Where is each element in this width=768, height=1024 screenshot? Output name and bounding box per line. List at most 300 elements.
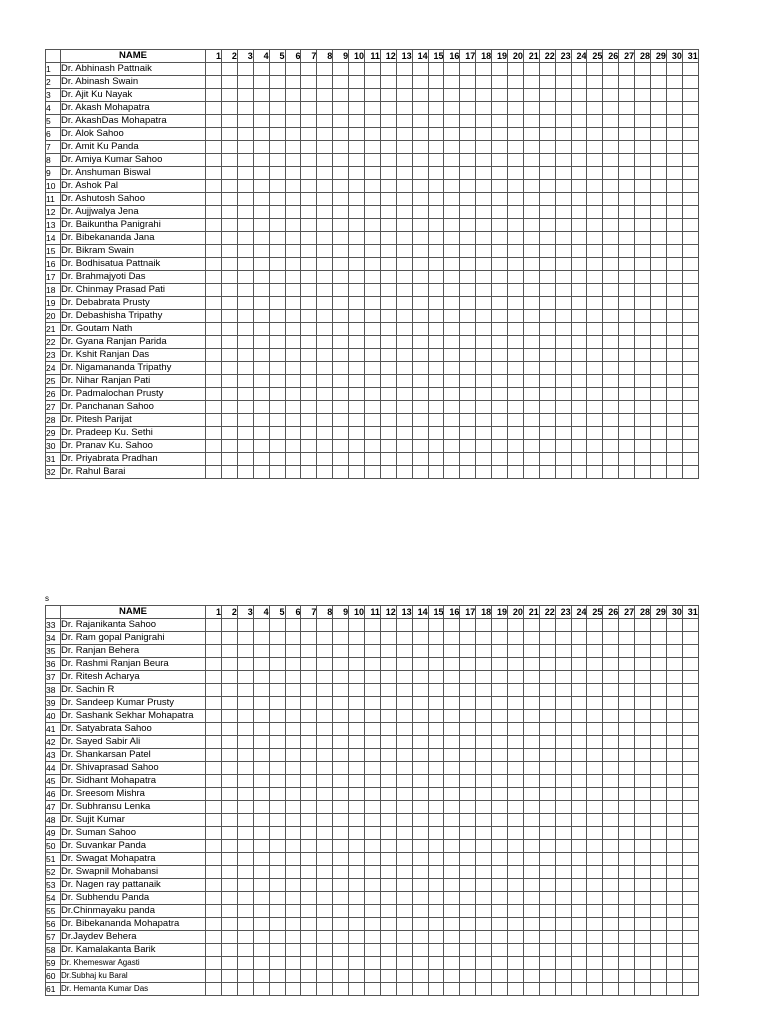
- attendance-cell[interactable]: [651, 827, 667, 840]
- attendance-cell[interactable]: [460, 76, 476, 89]
- attendance-cell[interactable]: [237, 619, 253, 632]
- attendance-cell[interactable]: [682, 414, 698, 427]
- attendance-cell[interactable]: [476, 414, 492, 427]
- attendance-cell[interactable]: [523, 284, 539, 297]
- attendance-cell[interactable]: [349, 918, 365, 931]
- attendance-cell[interactable]: [269, 258, 285, 271]
- attendance-cell[interactable]: [539, 736, 555, 749]
- attendance-cell[interactable]: [428, 349, 444, 362]
- attendance-cell[interactable]: [349, 957, 365, 970]
- attendance-cell[interactable]: [253, 310, 269, 323]
- attendance-cell[interactable]: [301, 801, 317, 814]
- attendance-cell[interactable]: [555, 362, 571, 375]
- attendance-cell[interactable]: [333, 167, 349, 180]
- attendance-cell[interactable]: [253, 271, 269, 284]
- attendance-cell[interactable]: [396, 918, 412, 931]
- attendance-cell[interactable]: [587, 814, 603, 827]
- attendance-cell[interactable]: [619, 944, 635, 957]
- attendance-cell[interactable]: [333, 180, 349, 193]
- attendance-cell[interactable]: [587, 232, 603, 245]
- attendance-cell[interactable]: [682, 671, 698, 684]
- attendance-cell[interactable]: [682, 840, 698, 853]
- attendance-cell[interactable]: [301, 749, 317, 762]
- attendance-cell[interactable]: [571, 853, 587, 866]
- attendance-cell[interactable]: [428, 957, 444, 970]
- attendance-cell[interactable]: [539, 349, 555, 362]
- attendance-cell[interactable]: [460, 827, 476, 840]
- attendance-cell[interactable]: [635, 141, 651, 154]
- attendance-cell[interactable]: [380, 375, 396, 388]
- attendance-cell[interactable]: [206, 193, 222, 206]
- attendance-cell[interactable]: [539, 892, 555, 905]
- attendance-cell[interactable]: [237, 710, 253, 723]
- attendance-cell[interactable]: [682, 853, 698, 866]
- attendance-cell[interactable]: [460, 801, 476, 814]
- attendance-cell[interactable]: [508, 892, 524, 905]
- attendance-cell[interactable]: [571, 180, 587, 193]
- attendance-cell[interactable]: [571, 710, 587, 723]
- attendance-cell[interactable]: [603, 632, 619, 645]
- attendance-cell[interactable]: [460, 128, 476, 141]
- attendance-cell[interactable]: [587, 970, 603, 983]
- attendance-cell[interactable]: [619, 453, 635, 466]
- attendance-cell[interactable]: [619, 362, 635, 375]
- attendance-cell[interactable]: [492, 775, 508, 788]
- attendance-cell[interactable]: [412, 323, 428, 336]
- attendance-cell[interactable]: [555, 905, 571, 918]
- attendance-cell[interactable]: [396, 245, 412, 258]
- attendance-cell[interactable]: [476, 866, 492, 879]
- attendance-cell[interactable]: [555, 375, 571, 388]
- attendance-cell[interactable]: [333, 362, 349, 375]
- attendance-cell[interactable]: [523, 297, 539, 310]
- attendance-cell[interactable]: [412, 918, 428, 931]
- attendance-cell[interactable]: [571, 632, 587, 645]
- attendance-cell[interactable]: [651, 219, 667, 232]
- attendance-cell[interactable]: [237, 440, 253, 453]
- attendance-cell[interactable]: [444, 619, 460, 632]
- attendance-cell[interactable]: [412, 801, 428, 814]
- attendance-cell[interactable]: [206, 167, 222, 180]
- attendance-cell[interactable]: [396, 414, 412, 427]
- attendance-cell[interactable]: [460, 154, 476, 167]
- attendance-cell[interactable]: [460, 232, 476, 245]
- attendance-cell[interactable]: [412, 879, 428, 892]
- attendance-cell[interactable]: [380, 671, 396, 684]
- attendance-cell[interactable]: [651, 645, 667, 658]
- attendance-cell[interactable]: [444, 453, 460, 466]
- attendance-cell[interactable]: [206, 866, 222, 879]
- attendance-cell[interactable]: [476, 206, 492, 219]
- attendance-cell[interactable]: [253, 323, 269, 336]
- attendance-cell[interactable]: [555, 983, 571, 996]
- attendance-cell[interactable]: [571, 801, 587, 814]
- attendance-cell[interactable]: [492, 723, 508, 736]
- attendance-cell[interactable]: [619, 245, 635, 258]
- attendance-cell[interactable]: [571, 944, 587, 957]
- attendance-cell[interactable]: [428, 918, 444, 931]
- attendance-cell[interactable]: [539, 697, 555, 710]
- attendance-cell[interactable]: [269, 115, 285, 128]
- attendance-cell[interactable]: [269, 892, 285, 905]
- attendance-cell[interactable]: [651, 401, 667, 414]
- attendance-cell[interactable]: [349, 892, 365, 905]
- attendance-cell[interactable]: [237, 892, 253, 905]
- attendance-cell[interactable]: [539, 362, 555, 375]
- attendance-cell[interactable]: [333, 141, 349, 154]
- attendance-cell[interactable]: [317, 697, 333, 710]
- attendance-cell[interactable]: [508, 788, 524, 801]
- attendance-cell[interactable]: [603, 89, 619, 102]
- attendance-cell[interactable]: [222, 723, 238, 736]
- attendance-cell[interactable]: [349, 983, 365, 996]
- attendance-cell[interactable]: [460, 102, 476, 115]
- attendance-cell[interactable]: [635, 957, 651, 970]
- attendance-cell[interactable]: [651, 323, 667, 336]
- attendance-cell[interactable]: [476, 154, 492, 167]
- attendance-cell[interactable]: [333, 271, 349, 284]
- attendance-cell[interactable]: [206, 401, 222, 414]
- attendance-cell[interactable]: [237, 310, 253, 323]
- attendance-cell[interactable]: [460, 219, 476, 232]
- attendance-cell[interactable]: [523, 323, 539, 336]
- attendance-cell[interactable]: [555, 671, 571, 684]
- attendance-cell[interactable]: [237, 723, 253, 736]
- attendance-cell[interactable]: [380, 258, 396, 271]
- attendance-cell[interactable]: [222, 167, 238, 180]
- attendance-cell[interactable]: [222, 736, 238, 749]
- attendance-cell[interactable]: [682, 362, 698, 375]
- attendance-cell[interactable]: [460, 918, 476, 931]
- attendance-cell[interactable]: [492, 414, 508, 427]
- attendance-cell[interactable]: [476, 853, 492, 866]
- attendance-cell[interactable]: [651, 905, 667, 918]
- attendance-cell[interactable]: [380, 167, 396, 180]
- attendance-cell[interactable]: [508, 983, 524, 996]
- attendance-cell[interactable]: [253, 206, 269, 219]
- attendance-cell[interactable]: [508, 427, 524, 440]
- attendance-cell[interactable]: [523, 645, 539, 658]
- attendance-cell[interactable]: [460, 645, 476, 658]
- attendance-cell[interactable]: [301, 762, 317, 775]
- attendance-cell[interactable]: [285, 697, 301, 710]
- attendance-cell[interactable]: [380, 89, 396, 102]
- attendance-cell[interactable]: [301, 931, 317, 944]
- attendance-cell[interactable]: [635, 297, 651, 310]
- attendance-cell[interactable]: [396, 349, 412, 362]
- attendance-cell[interactable]: [349, 141, 365, 154]
- attendance-cell[interactable]: [365, 271, 381, 284]
- attendance-cell[interactable]: [206, 206, 222, 219]
- attendance-cell[interactable]: [619, 983, 635, 996]
- attendance-cell[interactable]: [635, 180, 651, 193]
- attendance-cell[interactable]: [635, 866, 651, 879]
- attendance-cell[interactable]: [428, 931, 444, 944]
- attendance-cell[interactable]: [237, 63, 253, 76]
- attendance-cell[interactable]: [396, 736, 412, 749]
- attendance-cell[interactable]: [301, 336, 317, 349]
- attendance-cell[interactable]: [635, 375, 651, 388]
- attendance-cell[interactable]: [380, 427, 396, 440]
- attendance-cell[interactable]: [428, 632, 444, 645]
- attendance-cell[interactable]: [555, 645, 571, 658]
- attendance-cell[interactable]: [285, 154, 301, 167]
- attendance-cell[interactable]: [380, 918, 396, 931]
- attendance-cell[interactable]: [603, 905, 619, 918]
- attendance-cell[interactable]: [412, 814, 428, 827]
- attendance-cell[interactable]: [635, 453, 651, 466]
- attendance-cell[interactable]: [269, 983, 285, 996]
- attendance-cell[interactable]: [555, 853, 571, 866]
- attendance-cell[interactable]: [460, 892, 476, 905]
- attendance-cell[interactable]: [651, 245, 667, 258]
- attendance-cell[interactable]: [333, 983, 349, 996]
- attendance-cell[interactable]: [317, 284, 333, 297]
- attendance-cell[interactable]: [444, 206, 460, 219]
- attendance-cell[interactable]: [349, 710, 365, 723]
- attendance-cell[interactable]: [301, 866, 317, 879]
- attendance-cell[interactable]: [651, 671, 667, 684]
- attendance-cell[interactable]: [365, 840, 381, 853]
- attendance-cell[interactable]: [301, 957, 317, 970]
- attendance-cell[interactable]: [428, 892, 444, 905]
- attendance-cell[interactable]: [571, 63, 587, 76]
- attendance-cell[interactable]: [555, 684, 571, 697]
- attendance-cell[interactable]: [619, 931, 635, 944]
- attendance-cell[interactable]: [523, 232, 539, 245]
- attendance-cell[interactable]: [603, 645, 619, 658]
- attendance-cell[interactable]: [666, 154, 682, 167]
- attendance-cell[interactable]: [317, 931, 333, 944]
- attendance-cell[interactable]: [539, 375, 555, 388]
- attendance-cell[interactable]: [492, 684, 508, 697]
- attendance-cell[interactable]: [285, 63, 301, 76]
- attendance-cell[interactable]: [253, 853, 269, 866]
- attendance-cell[interactable]: [460, 89, 476, 102]
- attendance-cell[interactable]: [412, 180, 428, 193]
- attendance-cell[interactable]: [365, 284, 381, 297]
- attendance-cell[interactable]: [508, 388, 524, 401]
- attendance-cell[interactable]: [523, 167, 539, 180]
- attendance-cell[interactable]: [412, 63, 428, 76]
- attendance-cell[interactable]: [317, 427, 333, 440]
- attendance-cell[interactable]: [301, 944, 317, 957]
- attendance-cell[interactable]: [571, 788, 587, 801]
- attendance-cell[interactable]: [523, 63, 539, 76]
- attendance-cell[interactable]: [253, 827, 269, 840]
- attendance-cell[interactable]: [222, 310, 238, 323]
- attendance-cell[interactable]: [301, 89, 317, 102]
- attendance-cell[interactable]: [651, 141, 667, 154]
- attendance-cell[interactable]: [476, 284, 492, 297]
- attendance-cell[interactable]: [682, 866, 698, 879]
- attendance-cell[interactable]: [222, 658, 238, 671]
- attendance-cell[interactable]: [380, 944, 396, 957]
- attendance-cell[interactable]: [349, 388, 365, 401]
- attendance-cell[interactable]: [492, 128, 508, 141]
- attendance-cell[interactable]: [365, 697, 381, 710]
- attendance-cell[interactable]: [206, 905, 222, 918]
- attendance-cell[interactable]: [269, 141, 285, 154]
- attendance-cell[interactable]: [269, 167, 285, 180]
- attendance-cell[interactable]: [587, 284, 603, 297]
- attendance-cell[interactable]: [587, 167, 603, 180]
- attendance-cell[interactable]: [619, 440, 635, 453]
- attendance-cell[interactable]: [349, 206, 365, 219]
- attendance-cell[interactable]: [222, 710, 238, 723]
- attendance-cell[interactable]: [396, 219, 412, 232]
- attendance-cell[interactable]: [523, 401, 539, 414]
- attendance-cell[interactable]: [523, 762, 539, 775]
- attendance-cell[interactable]: [396, 63, 412, 76]
- attendance-cell[interactable]: [428, 167, 444, 180]
- attendance-cell[interactable]: [333, 297, 349, 310]
- attendance-cell[interactable]: [428, 271, 444, 284]
- attendance-cell[interactable]: [603, 710, 619, 723]
- attendance-cell[interactable]: [349, 193, 365, 206]
- attendance-cell[interactable]: [285, 193, 301, 206]
- attendance-cell[interactable]: [412, 827, 428, 840]
- attendance-cell[interactable]: [317, 102, 333, 115]
- attendance-cell[interactable]: [285, 658, 301, 671]
- attendance-cell[interactable]: [365, 619, 381, 632]
- attendance-cell[interactable]: [508, 76, 524, 89]
- attendance-cell[interactable]: [508, 918, 524, 931]
- attendance-cell[interactable]: [333, 219, 349, 232]
- attendance-cell[interactable]: [349, 671, 365, 684]
- attendance-cell[interactable]: [253, 632, 269, 645]
- attendance-cell[interactable]: [603, 245, 619, 258]
- attendance-cell[interactable]: [555, 206, 571, 219]
- attendance-cell[interactable]: [555, 710, 571, 723]
- attendance-cell[interactable]: [523, 619, 539, 632]
- attendance-cell[interactable]: [523, 944, 539, 957]
- attendance-cell[interactable]: [412, 645, 428, 658]
- attendance-cell[interactable]: [412, 128, 428, 141]
- attendance-cell[interactable]: [571, 775, 587, 788]
- attendance-cell[interactable]: [269, 879, 285, 892]
- attendance-cell[interactable]: [206, 102, 222, 115]
- attendance-cell[interactable]: [460, 63, 476, 76]
- attendance-cell[interactable]: [365, 905, 381, 918]
- attendance-cell[interactable]: [269, 297, 285, 310]
- attendance-cell[interactable]: [523, 957, 539, 970]
- attendance-cell[interactable]: [269, 736, 285, 749]
- attendance-cell[interactable]: [428, 645, 444, 658]
- attendance-cell[interactable]: [317, 336, 333, 349]
- attendance-cell[interactable]: [380, 206, 396, 219]
- attendance-cell[interactable]: [508, 931, 524, 944]
- attendance-cell[interactable]: [428, 154, 444, 167]
- attendance-cell[interactable]: [365, 892, 381, 905]
- attendance-cell[interactable]: [635, 853, 651, 866]
- attendance-cell[interactable]: [539, 245, 555, 258]
- attendance-cell[interactable]: [253, 658, 269, 671]
- attendance-cell[interactable]: [412, 206, 428, 219]
- attendance-cell[interactable]: [476, 466, 492, 479]
- attendance-cell[interactable]: [603, 775, 619, 788]
- attendance-cell[interactable]: [222, 645, 238, 658]
- attendance-cell[interactable]: [523, 453, 539, 466]
- attendance-cell[interactable]: [444, 671, 460, 684]
- attendance-cell[interactable]: [317, 684, 333, 697]
- attendance-cell[interactable]: [571, 297, 587, 310]
- attendance-cell[interactable]: [571, 245, 587, 258]
- attendance-cell[interactable]: [666, 219, 682, 232]
- attendance-cell[interactable]: [460, 414, 476, 427]
- attendance-cell[interactable]: [492, 840, 508, 853]
- attendance-cell[interactable]: [444, 258, 460, 271]
- attendance-cell[interactable]: [253, 453, 269, 466]
- attendance-cell[interactable]: [492, 362, 508, 375]
- attendance-cell[interactable]: [539, 983, 555, 996]
- attendance-cell[interactable]: [555, 944, 571, 957]
- attendance-cell[interactable]: [460, 684, 476, 697]
- attendance-cell[interactable]: [476, 697, 492, 710]
- attendance-cell[interactable]: [682, 375, 698, 388]
- attendance-cell[interactable]: [317, 827, 333, 840]
- attendance-cell[interactable]: [635, 632, 651, 645]
- attendance-cell[interactable]: [460, 141, 476, 154]
- attendance-cell[interactable]: [365, 258, 381, 271]
- attendance-cell[interactable]: [237, 658, 253, 671]
- attendance-cell[interactable]: [349, 115, 365, 128]
- attendance-cell[interactable]: [253, 775, 269, 788]
- attendance-cell[interactable]: [269, 866, 285, 879]
- attendance-cell[interactable]: [571, 684, 587, 697]
- attendance-cell[interactable]: [412, 141, 428, 154]
- attendance-cell[interactable]: [682, 879, 698, 892]
- attendance-cell[interactable]: [571, 931, 587, 944]
- attendance-cell[interactable]: [571, 453, 587, 466]
- attendance-cell[interactable]: [587, 414, 603, 427]
- attendance-cell[interactable]: [492, 619, 508, 632]
- attendance-cell[interactable]: [508, 362, 524, 375]
- attendance-cell[interactable]: [492, 284, 508, 297]
- attendance-cell[interactable]: [396, 154, 412, 167]
- attendance-cell[interactable]: [365, 76, 381, 89]
- attendance-cell[interactable]: [539, 645, 555, 658]
- attendance-cell[interactable]: [555, 336, 571, 349]
- attendance-cell[interactable]: [428, 983, 444, 996]
- attendance-cell[interactable]: [508, 905, 524, 918]
- attendance-cell[interactable]: [666, 879, 682, 892]
- attendance-cell[interactable]: [380, 632, 396, 645]
- attendance-cell[interactable]: [428, 193, 444, 206]
- attendance-cell[interactable]: [555, 736, 571, 749]
- attendance-cell[interactable]: [333, 957, 349, 970]
- attendance-cell[interactable]: [253, 645, 269, 658]
- attendance-cell[interactable]: [523, 840, 539, 853]
- attendance-cell[interactable]: [523, 375, 539, 388]
- attendance-cell[interactable]: [365, 89, 381, 102]
- attendance-cell[interactable]: [301, 658, 317, 671]
- attendance-cell[interactable]: [333, 193, 349, 206]
- attendance-cell[interactable]: [682, 128, 698, 141]
- attendance-cell[interactable]: [571, 762, 587, 775]
- attendance-cell[interactable]: [635, 684, 651, 697]
- attendance-cell[interactable]: [317, 76, 333, 89]
- attendance-cell[interactable]: [619, 775, 635, 788]
- attendance-cell[interactable]: [603, 466, 619, 479]
- attendance-cell[interactable]: [317, 905, 333, 918]
- attendance-cell[interactable]: [253, 710, 269, 723]
- attendance-cell[interactable]: [269, 632, 285, 645]
- attendance-cell[interactable]: [555, 284, 571, 297]
- attendance-cell[interactable]: [301, 736, 317, 749]
- attendance-cell[interactable]: [682, 632, 698, 645]
- attendance-cell[interactable]: [571, 905, 587, 918]
